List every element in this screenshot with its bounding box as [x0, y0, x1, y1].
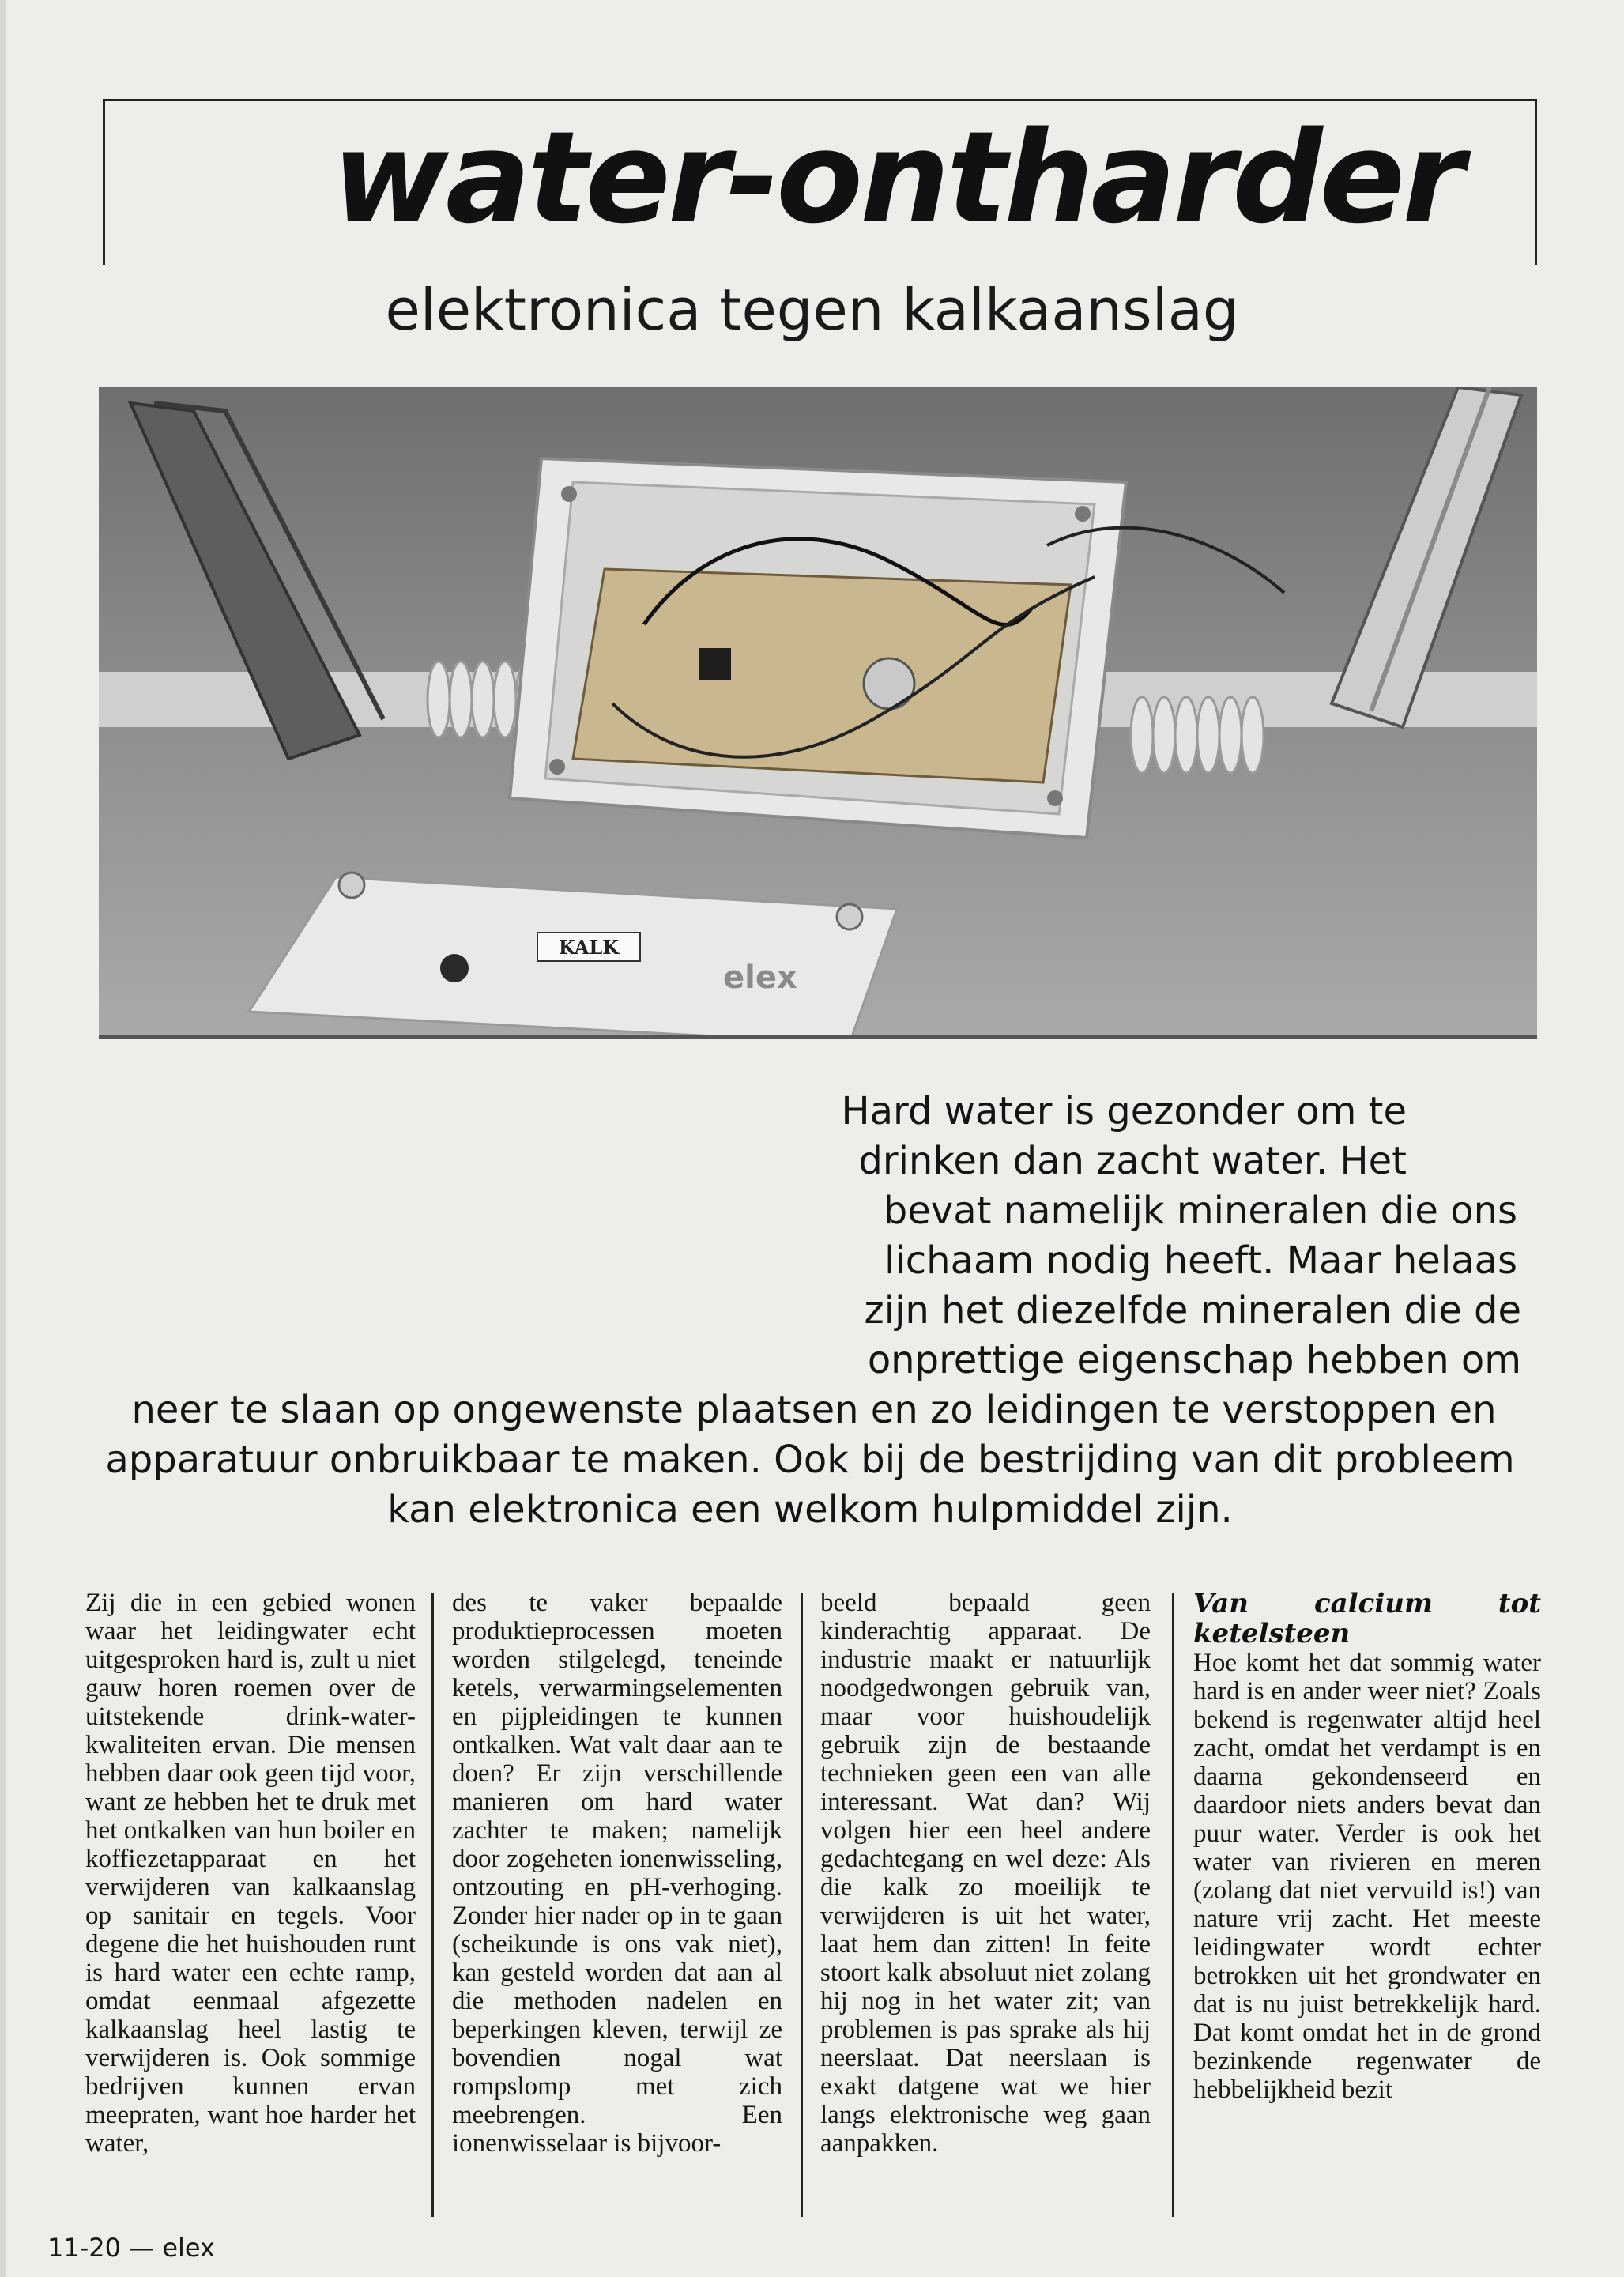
circuit-board — [573, 569, 1071, 782]
column-3 — [820, 1589, 1151, 2217]
column-4 — [1193, 1589, 1541, 2217]
photo-bottom-border — [99, 1035, 1537, 1039]
column-divider — [431, 1593, 434, 2217]
intro-line: zijn het diezelfde mineralen die de — [864, 1288, 1521, 1333]
ic-chip — [699, 648, 731, 680]
column-1 — [85, 1589, 416, 2217]
column-4-text: Hoe komt het dat sommig water hard is en ander weer niet? Zoals bekend is regenwater altijd heel zacht, omdat het verdampt is en daarna gekondenseerd en daardoor niets anders bevat dan puur water. Verder is ook het water van rivieren en meren (zolang dat niet vervuild is!) van nature vrij zacht. Het meeste leidingwater wordt echter betrokken uit het grondwater en dat is nu juist betrekkelijk hard. Dat komt omdat het in de grond bezinkende regenwater de hebbelijkheid bezit — [1193, 1649, 1541, 2104]
photo-illustration — [99, 387, 1537, 1035]
junction-box — [510, 458, 1284, 838]
article-title: water-ontharder — [332, 104, 1462, 251]
intro-line: onprettige eigenschap hebben om — [867, 1338, 1521, 1382]
article-subtitle: elektronica tegen kalkaanslag — [385, 277, 1239, 343]
section-heading: Van calcium tot ketelsteen — [1193, 1589, 1541, 1649]
intro-line: bevat namelijk mineralen die ons — [883, 1189, 1517, 1233]
intro-line: neer te slaan op ongewenste plaatsen en zo leidingen te verstoppen en — [131, 1388, 1497, 1432]
intro-line: kan elektronica een welkom hulpmiddel zijn. — [387, 1487, 1233, 1532]
intro-line: lichaam nodig heeft. Maar helaas — [884, 1238, 1517, 1283]
intro-line: apparatuur onbruikbaar te maken. Ook bij de bestrijding van dit probleem — [105, 1438, 1515, 1482]
led-indicator — [440, 954, 469, 982]
column-2 — [452, 1589, 782, 2217]
column-3-text: beeld bepaald geen kinderachtig apparaat. De industrie maakt er natuurlijk noodgedwongen gebruik van, maar voor huishoudelijk gebruik zijn de bestaande technieken geen een van alle interessant. Wat dan? Wij volgen hier een heel andere gedachtegang en wel deze: Als die kalk zo moeilijk te verwijderen is uit het water, laat hem dan zitten! In feite stoort kalk absoluut niet zolang hij nog in het water zit; van problemen is pas sprake als hij neerslaat. Dat neerslaan is exakt datgene wat we hier langs elektronische weg gaan aanpakken. — [820, 1589, 1151, 2158]
column-2-text: des te vaker bepaalde produktieprocessen moeten worden stilgelegd, teneinde ketels, verwarmingselementen en pijpleidingen te kunnen ontkalken. Wat valt daar aan te doen? Er zijn verschillende manieren om hard water zachter te maken; namelijk door zogeheten ionenwisseling, ontzouting en pH-verhoging. Zonder hier nader op in te gaan (scheikunde is ons vak niet), kan gesteld worden dat aan al die methoden nadelen en beperkingen kleven, terwijl ze bovendien nogal wat rompslomp met zich meebrengen. Een ionenwisselaar is bijvoor- — [452, 1589, 782, 2158]
photo-logo-elex: elex — [723, 959, 797, 996]
intro-paragraph — [87, 1087, 1533, 1535]
capacitor — [864, 658, 914, 709]
column-1-text: Zij die in een gebied wonen waar het leidingwater echt uitgesproken hard is, zult u niet gauw horen roemen over de uitstekende drink-water-kwaliteiten ervan. Die mensen hebben daar ook geen tijd voor, want ze hebben het te druk met het ontkalken van hun boiler en koffiezetapparaat en het verwijderen van kalkaanslag op sanitair en tegels. Voor degene die het huishouden runt is hard water een echte ramp, omdat eenmaal afgezette kalkaanslag heel lastig te verwijderen is. Ook sommige bedrijven kunnen ervan meepraten, want hoe harder het water, — [85, 1589, 416, 2158]
photo-label-kalk-top: KALK — [558, 936, 620, 959]
intro-line: drinken dan zacht water. Het — [858, 1139, 1407, 1183]
page-folio: 11-20 — elex — [47, 2233, 215, 2263]
box-lid — [249, 873, 897, 1035]
intro-line: Hard water is gezonder om te — [841, 1089, 1407, 1133]
device-photo — [99, 387, 1537, 1035]
column-divider — [801, 1593, 803, 2217]
column-divider — [1172, 1593, 1174, 2217]
